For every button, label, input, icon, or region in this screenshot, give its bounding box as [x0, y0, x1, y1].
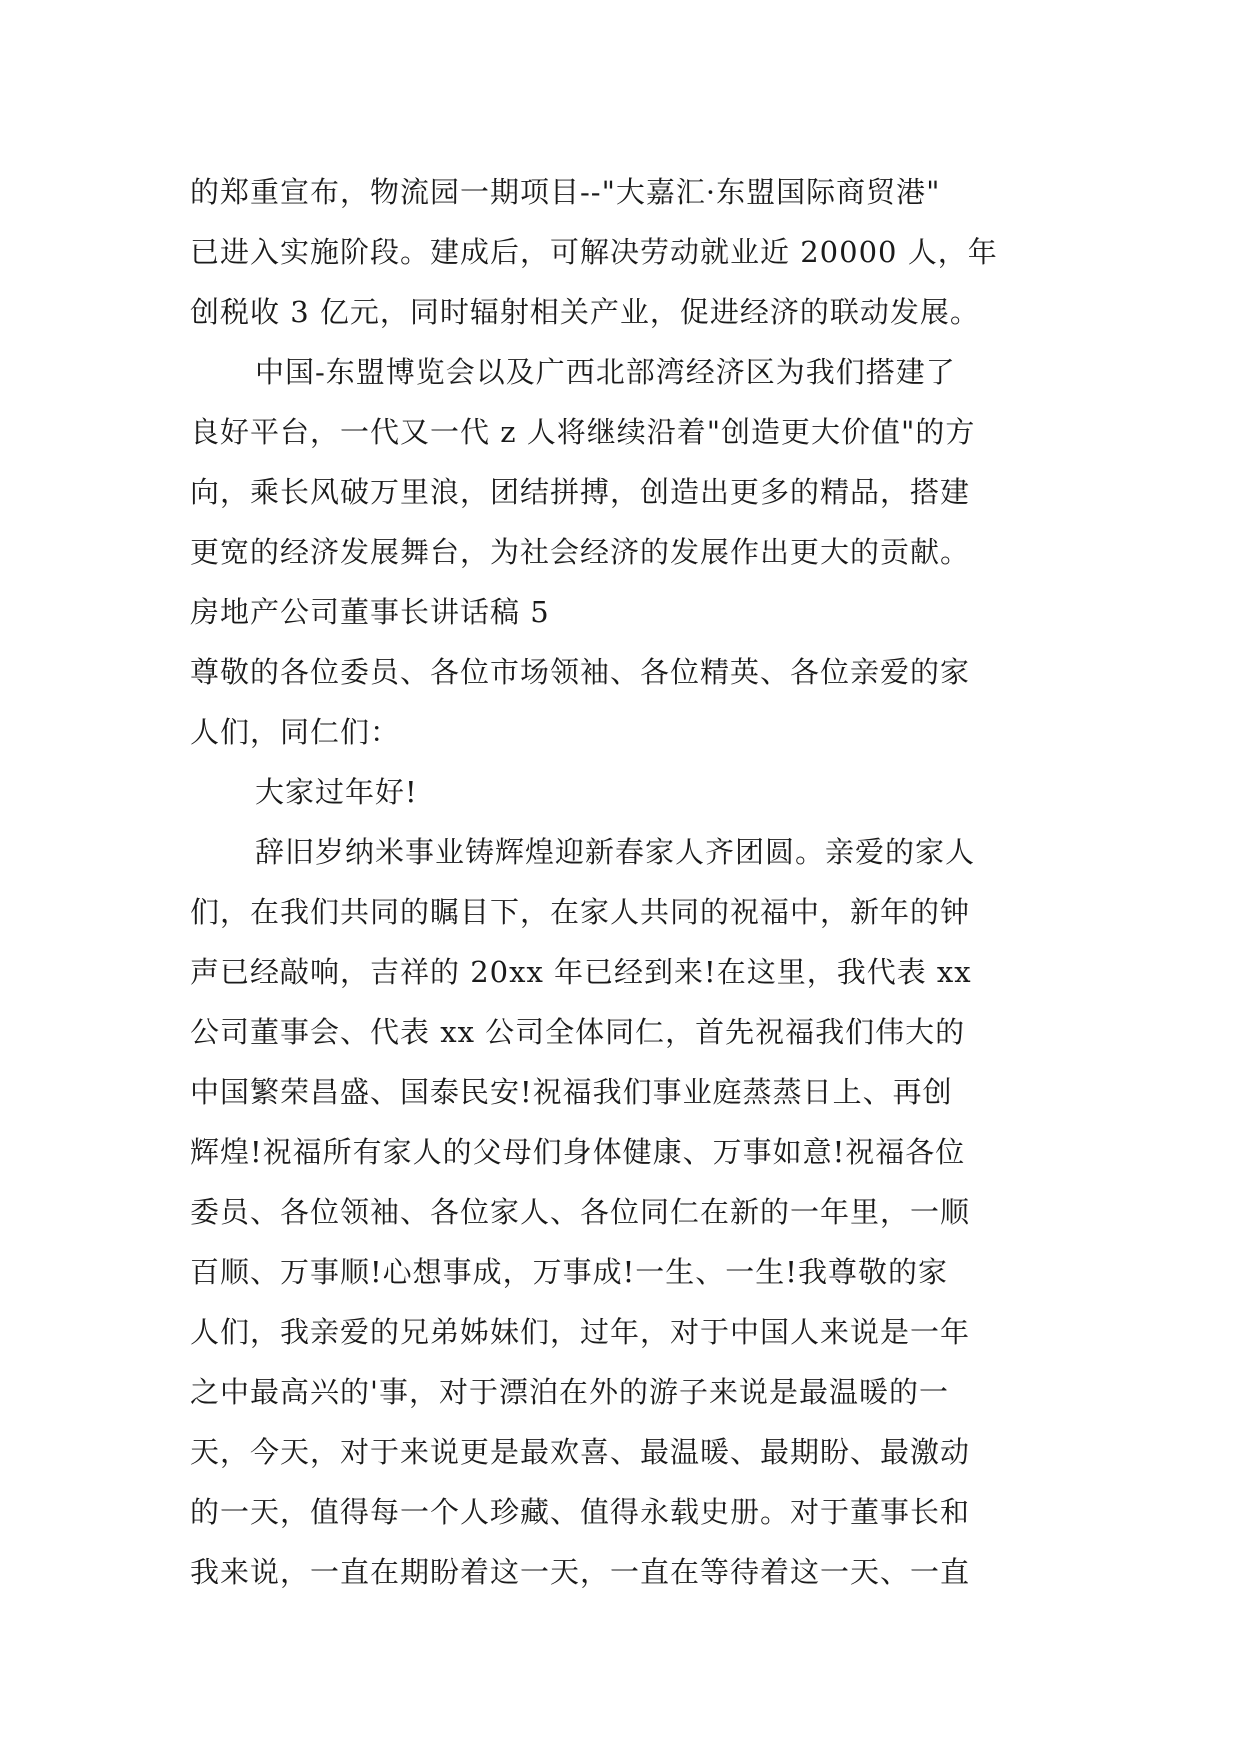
text-line: 声已经敲响，吉祥的 20xx 年已经到来!在这里，我代表 xx	[190, 955, 972, 989]
greeting-line: 大家过年好!	[255, 775, 418, 809]
text-line: 中国繁荣昌盛、国泰民安!祝福我们事业庭蒸蒸日上、再创	[190, 1075, 953, 1109]
salutation-line: 尊敬的各位委员、各位市场领袖、各位精英、各位亲爱的家	[190, 655, 971, 689]
text-line: 的一天，值得每一个人珍藏、值得永载史册。对于董事长和	[190, 1495, 971, 1529]
text-line: 向，乘长风破万里浪，团结拼搏，创造出更多的精品，搭建	[190, 475, 971, 509]
text-line: 我来说，一直在期盼着这一天，一直在等待着这一天、一直	[190, 1555, 971, 1589]
text-line: 百顺、万事顺!心想事成，万事成!一生、一生!我尊敬的家	[190, 1255, 948, 1289]
text-line: 之中最高兴的'事，对于漂泊在外的游子来说是最温暖的一	[190, 1375, 949, 1409]
text-line: 们，在我们共同的瞩目下，在家人共同的祝福中，新年的钟	[190, 895, 971, 929]
text-line: 天，今天，对于来说更是最欢喜、最温暖、最期盼、最激动	[190, 1435, 971, 1469]
document-body	[190, 162, 1060, 1602]
paragraph-start-line: 辞旧岁纳米事业铸辉煌迎新春家人齐团圆。亲爱的家人	[255, 835, 976, 869]
text-line: 更宽的经济发展舞台，为社会经济的发展作出更大的贡献。	[190, 535, 971, 569]
text-line: 良好平台，一代又一代 z 人将继续沿着"创造更大价值"的方	[190, 415, 976, 449]
text-line: 人们，我亲爱的兄弟姊妹们，过年，对于中国人来说是一年	[190, 1315, 971, 1349]
text-line: 创税收 3 亿元，同时辐射相关产业，促进经济的联动发展。	[190, 295, 980, 329]
text-line: 已进入实施阶段。建成后，可解决劳动就业近 20000 人，年	[190, 235, 998, 269]
text-line: 公司董事会、代表 xx 公司全体同仁，首先祝福我们伟大的	[190, 1015, 966, 1049]
text-line: 辉煌!祝福所有家人的父母们身体健康、万事如意!祝福各位	[190, 1135, 966, 1169]
text-line: 的郑重宣布，物流园一期项目--"大嘉汇·东盟国际商贸港"	[190, 175, 941, 209]
text-line: 委员、各位领袖、各位家人、各位同仁在新的一年里，一顺	[190, 1195, 971, 1229]
salutation-line: 人们，同仁们：	[190, 715, 401, 749]
paragraph-start-line: 中国-东盟博览会以及广西北部湾经济区为我们搭建了	[255, 355, 956, 389]
section-heading: 房地产公司董事长讲话稿 5	[190, 595, 550, 629]
